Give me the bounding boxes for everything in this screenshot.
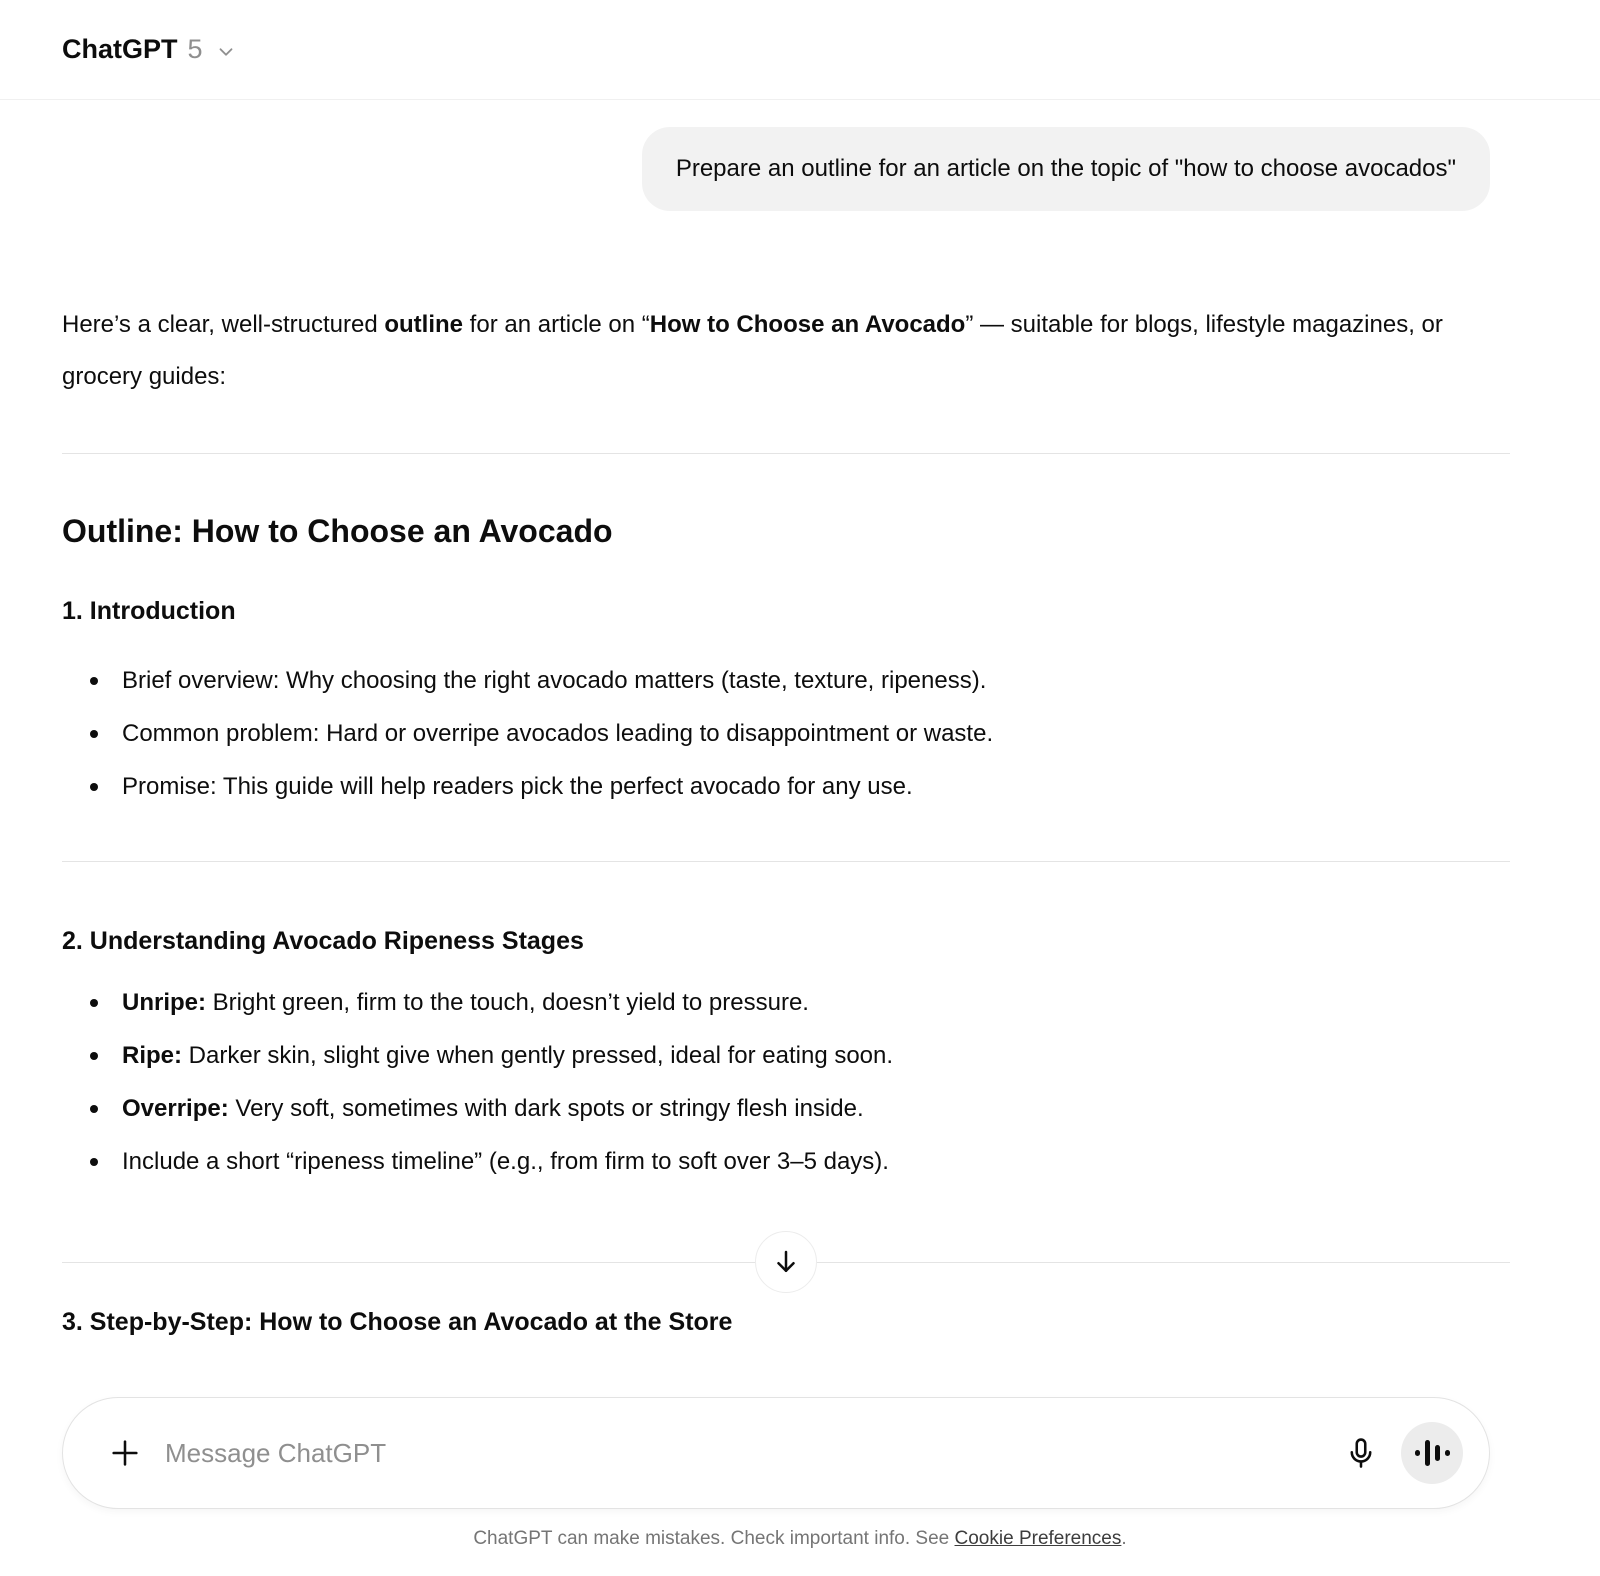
plus-icon: [108, 1436, 142, 1470]
disclaimer-text: ChatGPT can make mistakes. Check important info. See: [473, 1528, 955, 1549]
intro-bold-title: How to Choose an Avocado: [649, 311, 966, 338]
app-title: ChatGPT: [62, 34, 178, 64]
model-selector-button[interactable]: [62, 34, 237, 65]
section-heading-introduction: 1. Introduction: [62, 597, 236, 625]
introduction-bullet-list: [62, 654, 1510, 813]
list-item: Common problem: Hard or overripe avocados leading to disappointment or waste.: [62, 707, 1510, 760]
ripeness-bullet-list: [62, 976, 1510, 1188]
intro-text: Here’s a clear, well-structured: [62, 311, 385, 338]
list-item: Promise: This guide will help readers pick the perfect avocado for any use.: [62, 760, 1510, 813]
assistant-intro-paragraph: [62, 299, 1510, 403]
dictate-button[interactable]: [1335, 1427, 1387, 1479]
top-header: [0, 0, 1600, 100]
scroll-divider-wrap: [62, 1262, 1510, 1263]
message-input[interactable]: [165, 1438, 1335, 1469]
audio-waveform-icon: [1415, 1440, 1450, 1466]
assistant-message: [62, 299, 1510, 1339]
user-message-bubble: Prepare an outline for an article on the topic of "how to choose avocados": [642, 127, 1490, 211]
footer-disclaimer: [0, 1528, 1600, 1550]
list-item: Overripe: Very soft, sometimes with dark spots or stringy flesh inside.: [62, 1082, 1510, 1135]
message-composer: [62, 1397, 1490, 1509]
arrow-down-icon: [771, 1247, 801, 1277]
list-item: Unripe: Bright green, firm to the touch, doesn’t yield to pressure.: [62, 976, 1510, 1029]
attach-button[interactable]: [99, 1427, 151, 1479]
intro-bold-outline: outline: [384, 311, 464, 338]
section-divider: [62, 453, 1510, 454]
user-message-row: [62, 127, 1510, 211]
chevron-down-icon: [215, 41, 237, 63]
intro-text: for an article on “: [463, 311, 650, 338]
intro-text: ” — suitable for blogs, lifestyle magazines, or grocery guides:: [62, 311, 1443, 390]
voice-mode-button[interactable]: [1401, 1422, 1463, 1484]
outline-title-heading: Outline: How to Choose an Avocado: [62, 513, 613, 549]
disclaimer-period: .: [1121, 1528, 1127, 1549]
microphone-icon: [1344, 1436, 1378, 1470]
list-item: Ripe: Darker skin, slight give when gently pressed, ideal for eating soon.: [62, 1029, 1510, 1082]
scroll-to-bottom-button[interactable]: [755, 1231, 817, 1293]
section-heading-ripeness-stages: 2. Understanding Avocado Ripeness Stages: [62, 927, 584, 955]
model-version-label: 5: [187, 34, 203, 64]
cookie-preferences-link[interactable]: Cookie Preferences: [954, 1528, 1122, 1549]
list-item: Include a short “ripeness timeline” (e.g., from firm to soft over 3–5 days).: [62, 1135, 1510, 1188]
list-item: Brief overview: Why choosing the right avocado matters (taste, texture, ripeness).: [62, 654, 1510, 707]
section-heading-step-by-step: 3. Step-by-Step: How to Choose an Avocado at the Store: [62, 1308, 733, 1336]
section-divider: [62, 861, 1510, 862]
conversation-area: [62, 127, 1510, 1339]
